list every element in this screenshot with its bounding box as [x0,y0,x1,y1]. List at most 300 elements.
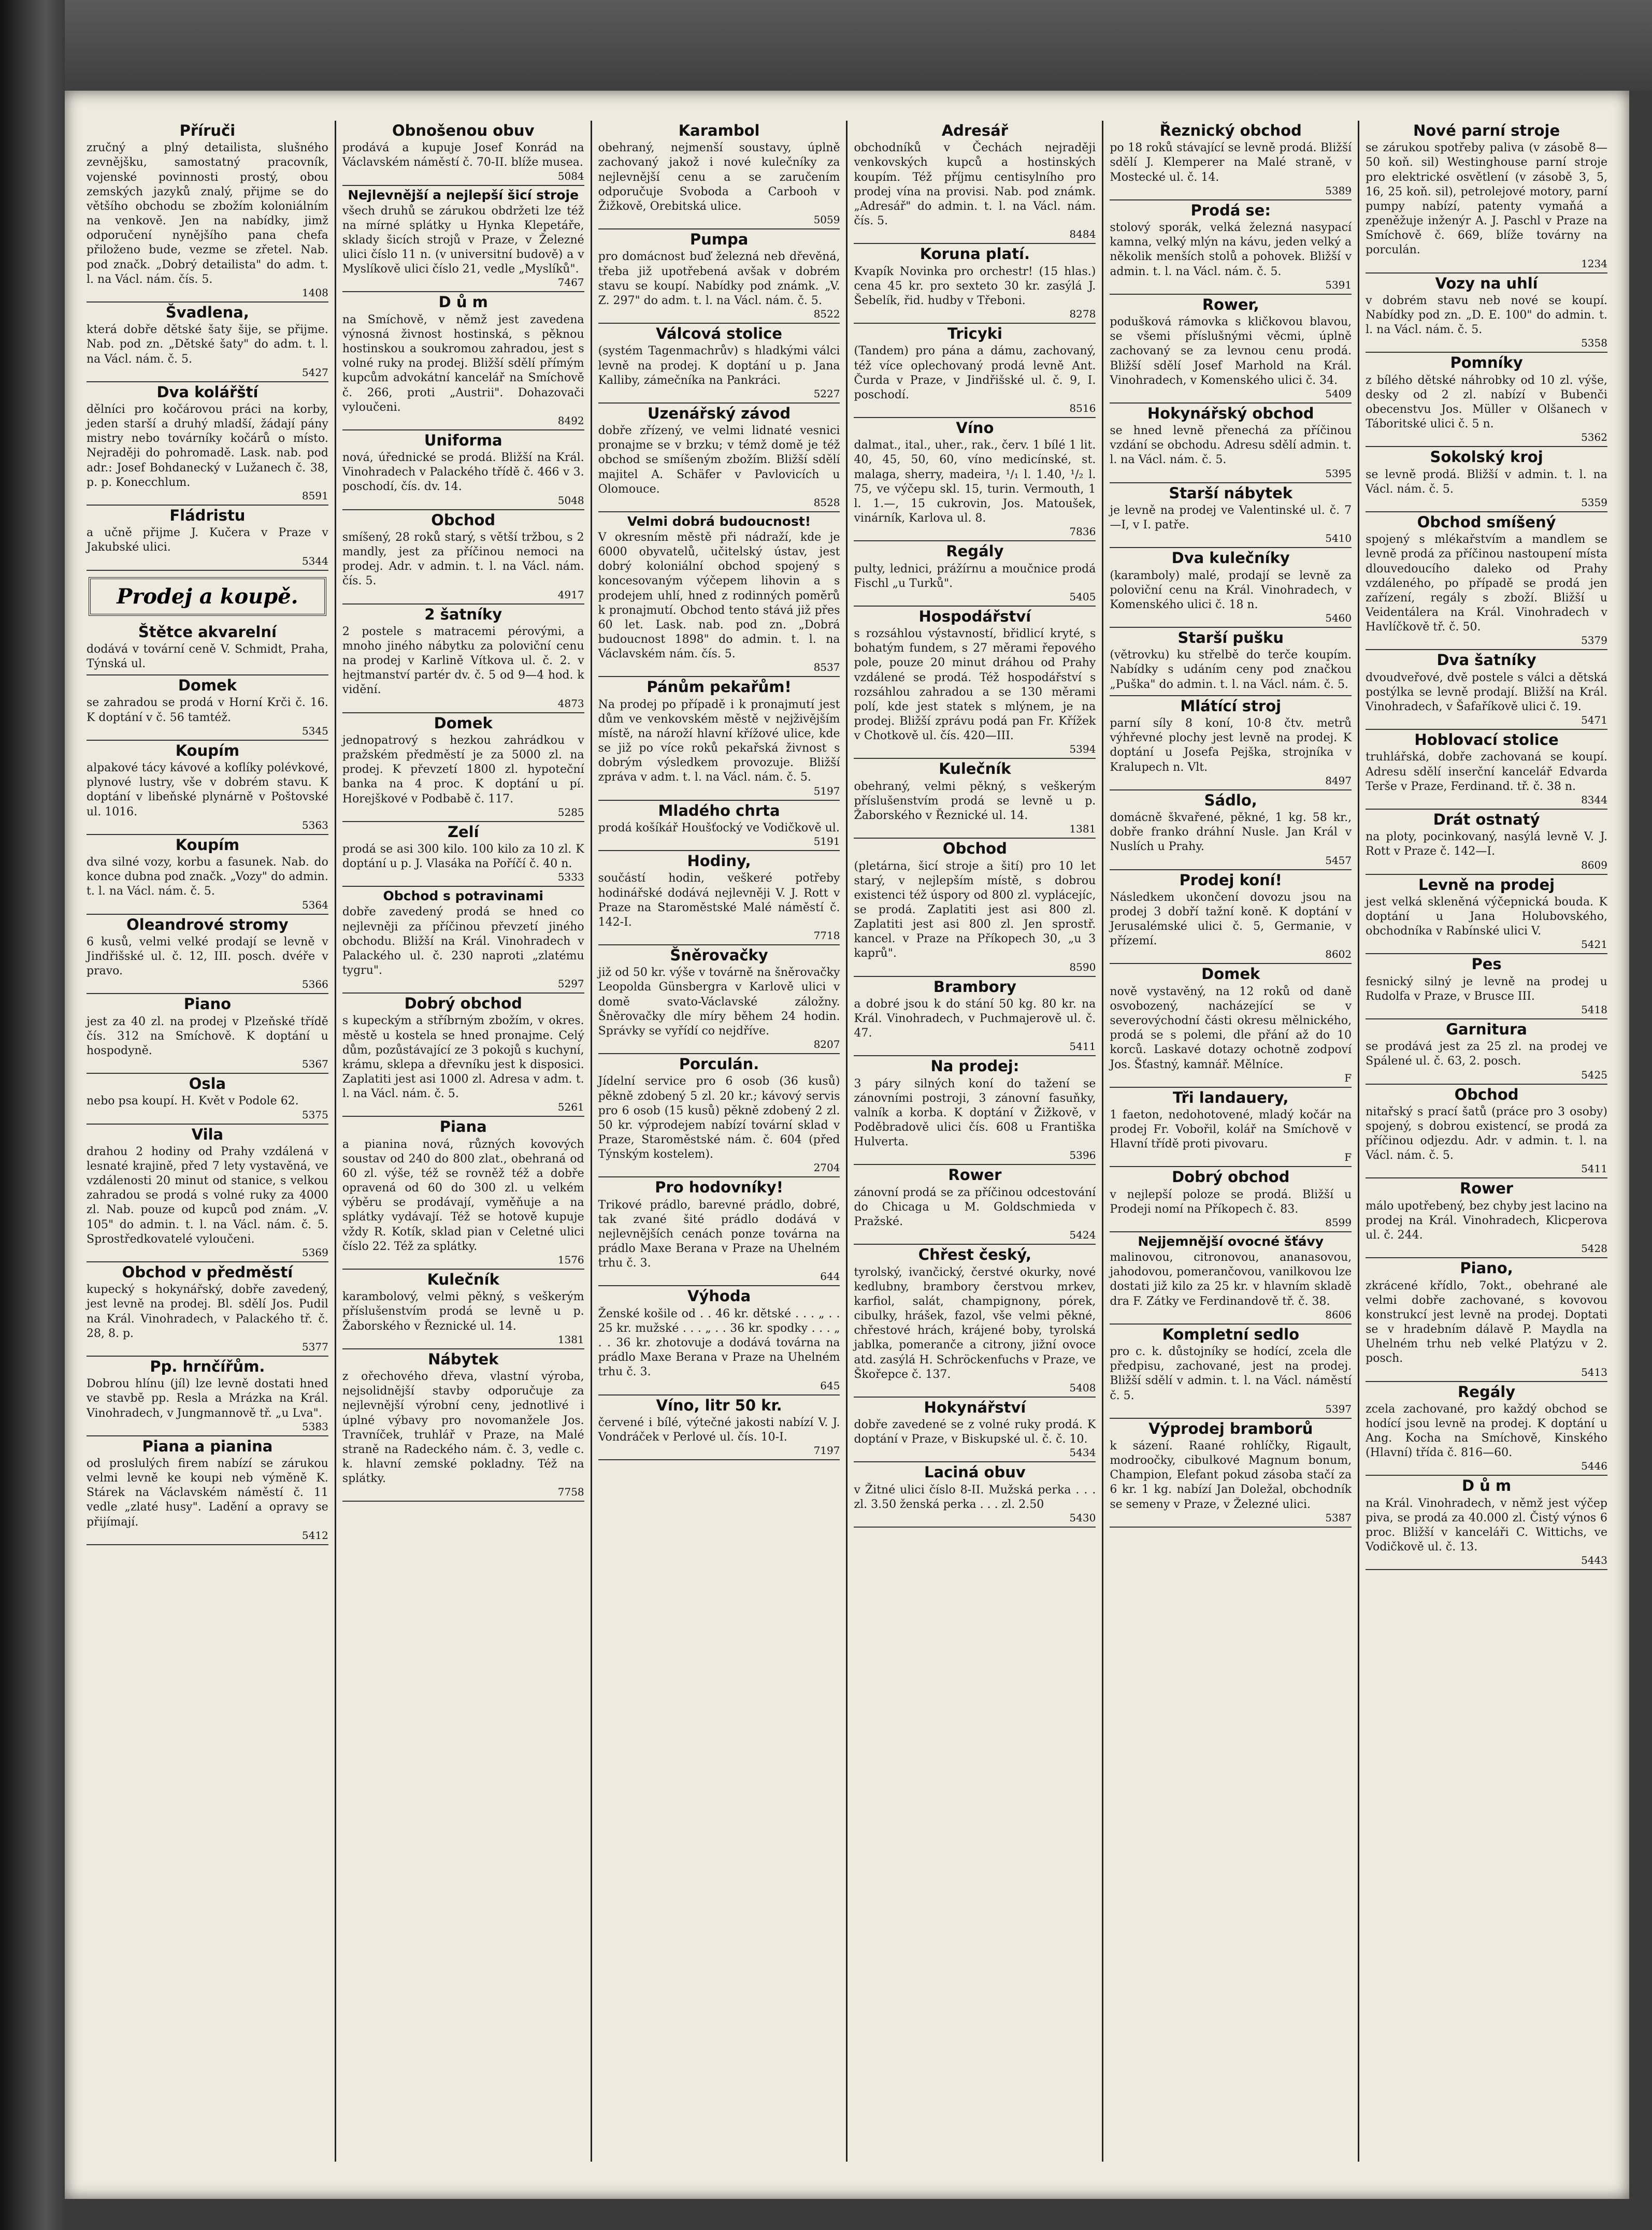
ad-heading: Štětce akvarelní [138,623,277,641]
ad-heading: Kompletní sedlo [1162,1325,1300,1343]
ad-number: 5427 [301,366,328,379]
ad-heading: Víno, litr 50 kr. [656,1396,782,1414]
ad-text: jednopatrový s hezkou zahrádkou v pražském předměstí je za 5000 zl. na prodej. K převzetí 1800 zl. hypoteční banka na 4 proc. K doptání u pí. Horejškové v Podbabě č. 117. [342,733,584,805]
classified-ad [342,994,584,1117]
ad-text: spojený s mlékařstvím a mandlem se levně prodá za příčinou nastoupení místa dlouvedoucího daleko od Prahy vzdáleného, po případě se prodá jen zařízení, regály s zboží. Bližší u Veidentálera na Král. Vinohradech v Havlíčkově tř. č. 50. [1366,533,1607,634]
ad-number: 5413 [1581,1365,1607,1378]
ad-text: po 18 roků stávající se levně prodá. Bližší sdělí J. Klemperer na Malé straně, v Mostecké ul. č. 14. [1110,141,1352,184]
ad-heading: Rower [1460,1179,1514,1198]
ad-number: 1381 [1069,823,1096,836]
ad-text: z bílého dětské náhrobky od 10 zl. výše, desky od 2 zl. nabízí v Bubenči obecenstvu Jos. Müller v Olšanech v Táboritské ulici č. 5 n. [1366,373,1607,431]
ad-heading: Obchod smíšený [1417,513,1556,531]
ad-number: 5261 [557,1101,584,1114]
ad-text: 2 postele s matracemi pérovými, a mnoho jiného nábytku za poloviční cenu na prodej v Karlině Vítkova ul. č. 2. v hejtmanství partér dv. č. 5 od 9—4 hod. k vidění. [342,625,584,697]
ad-heading: Osla [189,1075,226,1093]
ad-number: 645 [820,1379,840,1392]
ad-text: 1 faeton, nedohotovené, mladý kočár na prodej Fr. Vobořil, kolář na Smíchově v Hlavní třídě proti pivovaru. [1110,1109,1352,1151]
ad-number: 7836 [1069,525,1096,538]
ad-text: která dobře dětské šaty šije, se přijme. Nab. pod zn. „Dětské šaty" do adm. t. l. na Václ. nám. č. 5. [87,323,328,366]
ad-number: 5395 [1325,467,1352,480]
ad-text: nově vystavěný, na 12 roků od daně osvobozený, nacházející se v severovýchodní části okresu mělnického, prodá se s polemi, dle přání až do 10 korců. Laskavé dotazy ochotně zodpoví Jos. Šťastný, kamnář. Mělníce. [1110,985,1352,1071]
classified-ad [87,741,328,835]
ad-number: 8492 [557,414,584,427]
classified-ad [87,915,328,995]
classified-ad [598,677,840,800]
ad-number: 5377 [301,1340,328,1353]
ad-text: nová, úřednické se prodá. Bližší na Král. Vinohradech v Palackého třídě č. 466 v 3. poschodí, čís. dv. 14. [342,451,584,494]
ad-heading: Hokynářství [924,1398,1026,1416]
classified-ad [598,512,840,677]
ad-heading: Obchod [1454,1085,1519,1103]
column-2 [335,121,591,2162]
column-3 [591,121,846,2162]
ad-heading: Nábytek [428,1350,499,1368]
ad-text: od proslulých firem nabízí se zárukou velmi levně ke koupi neb výměně K. Stárek na Václavském náměstí č. 11 vedle „zlaté husy". Ladění a opravy se přijímají. [87,1457,328,1529]
classified-ad [1366,512,1607,650]
ad-number: 5424 [1069,1229,1096,1242]
ad-number: 5430 [1069,1512,1096,1524]
ad-text: Jídelní service pro 6 osob (36 kusů) pěkně zdobený 5 zl. 20 kr.; kávový servis pro 6 osob (15 kusů) pěkně zdobený 2 zl. 50 kr. výprodejem nabízí tovární sklad v Praze, Staroměstské nám. č. 604 (před Týnským kostelem). [598,1075,840,1161]
ad-heading: Hodiny, [687,852,751,870]
ad-heading: Drát ostnatý [1433,810,1540,828]
newspaper-page [65,91,1629,2199]
ad-heading: Domek [1201,965,1260,983]
classified-ad [1110,1232,1352,1325]
ad-text: prodá se asi 300 kilo. 100 kilo za 10 zl. K doptání u p. J. Vlasáka na Poříčí č. 40 n. [342,843,584,871]
ad-heading: Zelí [447,823,479,841]
classified-ad [1110,200,1352,295]
classified-ad [1366,810,1607,875]
ad-heading: Sádlo, [1204,791,1257,809]
classified-ad [598,1286,840,1395]
ad-number: 2704 [813,1161,840,1174]
classified-ad [854,418,1096,541]
ad-number: 8278 [1069,308,1096,321]
ad-text: již od 50 kr. výše v továrně na šněrovačky Leopolda Günsbergra v Karlově ulici v domě svato-Václavské záložny. Šněrovačky dle míry během 24 hodin. Správky se vyřídí co nejdříve. [598,966,840,1038]
ad-number: 5344 [301,554,328,567]
ad-number: 5428 [1581,1242,1607,1255]
ad-heading: Pumpa [689,231,749,249]
classified-ad [342,186,584,293]
ad-text: se hned levně přenechá za příčinou vzdání se obchodu. Adresu sdělí admin. t. l. na Václ. nám. č. 5. [1110,424,1352,467]
ad-text: v dobrém stavu neb nové se koupí. Nabídky pod zn. „D. E. 100" do admin. t. l. na Václ. nám. č. 5. [1366,294,1607,337]
ad-text: (Tandem) pro pána a dámu, zachovaný, též více oplechovaný prodá levně Ant. Čurda v Praze, v Jindřišské ul. č. 9, I. poschodí. [854,344,1096,401]
ad-text: k sázení. Raané rohlíčky, Rigault, modroočky, cibulkové Magnum bonum, Champion, Elefant pokud zásoba stačí za 6 kr. 1 kg. nabízí Jan Doležal, obchodník se semeny v Praze, v Železné ulici. [1110,1439,1352,1511]
ad-heading: Domek [178,677,237,695]
classified-ad [598,324,840,404]
classified-ad [598,851,840,945]
classified-ad [342,292,584,430]
ad-heading: Hospodářství [918,607,1031,625]
ad-text: všech druhů se zárukou obdržeti lze též na mírné splátky u Hynka Klepetáře, sklady šicích strojů v Praze, v Železné ulici číslo 11 n. (v universitní budově) a v Myslíkově ulici číslo 21, vedle „Myslíků". [342,204,584,276]
ad-number: 5359 [1581,496,1607,509]
ad-number: 8207 [813,1038,840,1051]
ad-heading: Piano, [1460,1259,1513,1277]
ad-number: 5363 [301,818,328,831]
ad-text: jest velká skleněná výčepnická bouda. K doptání u Jana Holubovského, obchodníka v Rabínské ulici V. [1366,895,1607,938]
ad-heading: Dobrý obchod [1172,1168,1290,1186]
ad-text: na Smíchově, v němž jest zavedena výnosná živnost hostinská, s pěknou hostinskou a soukromou zahradou, jest s volné ruky na prodej. Bližší sdělí přímým kupcům advokátní kancelář na Smíchově č. 266, proti „Austrii". Dohazovači vyloučeni. [342,313,584,414]
ad-number: 5367 [301,1058,328,1071]
ad-text: obehraný, velmi pěkný, s veškerým příslušenstvím prodá se levně u p. Žaborského v Řeznické ul. 14. [854,780,1096,823]
ad-text: tyrolský, ivančický, čerstvé okurky, nové kedlubny, brambory čerstvou mrkev, karfiol, salát, champignony, pórek, cibulky, hrášek, fazol, vše velmi pěkné, chřestové hrách, krájené boby, tyrolská jablka, pomeranče a citrony, jižní ovoce atd. zasýlá H. Schröckenfuchs v Praze, ve Škořepce č. 137. [854,1265,1096,1381]
column-6 [1358,121,1614,2162]
ad-text: zkrácené křídlo, 7okt., obehrané ale velmi dobře zachované, s kovovou konstrukcí jest levně na prodej. Doptati se v hradebním dálavě P. Maydla na Uhelném trhu neb velké Platýzu v 2. posch. [1366,1279,1607,1365]
ad-text: v Žitné ulici číslo 8-II. Mužská perka . . . zl. 3.50 ženská perka . . . zl. 2.50 [854,1483,1096,1511]
ad-text: a učně přijme J. Kučera v Praze v Jakubské ulici. [87,526,328,554]
ad-text: pro c. k. důstojníky se hodící, zcela dle předpisu, zachované, jest na prodej. Bližší sdělí v admin. t. l. na Václ. náměstí č. 5. [1110,1345,1352,1402]
ad-number: 5362 [1581,431,1607,444]
classified-ad [87,675,328,741]
classified-ad [1110,870,1352,965]
ad-text: pulty, lednici, prážírnu a moučnice prodá Fischl „u Turků". [854,562,1096,590]
ad-number: 7758 [557,1486,584,1499]
classified-ad [87,506,328,571]
ad-number: 8591 [301,489,328,502]
classified-ad [342,822,584,887]
ad-heading: Rower [948,1166,1002,1184]
ad-text: Ženské košile od . . 46 kr. dětské . . . „ . . 25 kr. mužské . . . „ . . 36 kr. spodky . . . „ . . 36 kr. zhotovuje a dodává továrna na prádlo Maxe Berana v Praze na Uhelném trhu č. 3. [598,1307,840,1379]
ad-number: 8609 [1581,858,1607,871]
ad-heading: Tři landauery, [1172,1088,1289,1106]
ad-heading: Piano [183,995,232,1013]
classified-ad [598,1177,840,1286]
classified-ad [1110,1167,1352,1232]
classified-ad [342,713,584,822]
ad-text: Dobrou hlínu (jíl) lze levně dostati hned ve stavbě pp. Resla a Mrázka na Král. Vinohradech, v Jungmannově tř. „u Lva". [87,1377,328,1420]
ad-text: podušková rámovka s kličkovou blavou, se všemi příslušnými věcmi, úplně zachovaný se za levnou cenu prodá. Bližší sdělí Josef Marhold na Král. Vinohradech, v Komenského ulici č. 34. [1110,315,1352,387]
ad-heading: Víno [956,419,994,437]
ad-text: V okresním městě při nádraží, kde je 6000 obyvatelů, učitelský ústav, jest dobrý koloniální obchod spojený s koncesovaným výčepem lihovin a s prodejem uhlí, hned z rodinných poměrů k pronajmutí. Obchod tento stává již přes 60 let. Lask. nab. pod zn. „Dobrá budoucnost 1898" do admin. t. l. na Václavském nám. čís. 5. [598,530,840,661]
ad-text: kupecký s hokynářský, dobře zavedený, jest levně na prodej. Bl. sdělí Jos. Pudil na Král. Vinohradech, v Palackého tř. č. 28, 8. p. [87,1283,328,1340]
classified-ad [854,121,1096,244]
ad-text: Následkem ukončení dovozu jsou na prodej 3 dobří tažní koně. K doptání v Jerusalémské ulici č. 5, Germanie, v přízemí. [1110,890,1352,948]
ad-heading: Fládristu [169,506,246,524]
classified-ad [1110,1088,1352,1168]
ad-number: 5191 [813,835,840,848]
ad-heading: Adresář [941,122,1009,139]
classified-ad [342,430,584,510]
classified-ad [1110,696,1352,790]
classified-ad [342,1270,584,1349]
ad-heading: Řeznický obchod [1159,122,1302,139]
ad-heading: Pánům pekařům! [647,678,792,696]
ad-number: 8606 [1325,1308,1352,1321]
ad-number: 5059 [813,213,840,226]
ad-number: 8528 [813,496,840,509]
classified-ad [342,605,584,713]
classified-columns [80,121,1614,2162]
ad-text: Kvapík Novinka pro orchestr! (15 hlas.) cena 45 kr. pro sexteto 30 kr. zasýlá J. Šebelík, řid. hudby v Třeboni. [854,265,1096,307]
ad-heading: Pes [1471,955,1502,973]
ad-text: fesnický silný je levně na prodej u Rudolfa v Praze, v Brusce III. [1366,975,1607,1003]
ad-heading: Garnitura [1446,1020,1527,1038]
classified-ad [1366,1019,1607,1085]
ad-number: 5345 [301,724,328,737]
ad-text: v nejlepší poloze se prodá. Bližší u Prodeji nomí na Příkopech č. 83. [1110,1188,1352,1216]
ad-text: pro domácnost buď železná neb dřevěná, třeba již upotřebená avšak v dobrém stavu se koupí. Nabídky pod známk. „V. Z. 297" do adm. t. l. na Václ. nám. č. 5. [598,250,840,307]
ad-number: 1576 [557,1253,584,1266]
ad-number: 5421 [1581,938,1607,951]
ad-number: 1381 [557,1333,584,1346]
ad-text: prodává a kupuje Josef Konrád na Václavském náměstí č. 70-II. blíže musea. [342,141,584,169]
classified-ad [854,1056,1096,1165]
ad-heading: Prodej koní! [1179,871,1282,889]
classified-ad [1366,1382,1607,1476]
ad-heading: Hoblovací stolice [1414,731,1559,749]
ad-heading: Kulečník [939,760,1011,778]
ad-heading: Regály [946,542,1004,560]
ad-heading: Výhoda [687,1287,751,1305]
ad-heading: Mlátící stroj [1180,697,1282,715]
ad-heading: Pro hodovníky! [655,1178,783,1197]
ad-heading: Dva kolářští [156,383,258,401]
ad-number: 5048 [557,494,584,507]
ad-text: Na prodej po případě i k pronajmutí jest dům ve venkovském městě v nejživějším místě, na nároží hlavní křížové ulice, kde se již po více roků pekařská živnost s dobrým výsledkem provozuje. Bližší zpráva v adm. t. l. na Václ. nám. č. 5. [598,698,840,784]
ad-text: prodá košíkář Houšťocký ve Vodičkově ul. [598,821,840,835]
classified-ad [854,1462,1096,1528]
ad-text: dvoudveřové, dvě postele s válci a dětská postýlka se levně prodají. Bližší na Král. Vinohradech, v Šafaříkově ulici č. 19. [1366,671,1607,713]
classified-ad [854,541,1096,607]
ad-text: dělníci pro kočárovou práci na korby, jeden starší a druhý mladší, žádají pány mistry nebo továrníky kočárů o místo. Nejraději do pohromadě. Lask. nab. pod adr.: Josef Bohdanecký v Lužanech č. 38, p. p. Konecchlum. [87,402,328,489]
ad-number: 4917 [557,588,584,601]
classified-ad [342,510,584,605]
ad-number: 5285 [557,805,584,818]
ad-heading: Vozy na uhlí [1435,274,1538,292]
ad-text: (systém Tagenmachrův) s hladkými válci levně na prodej. K doptání u p. Jana Kalliby, zámečníka na Pankráci. [598,344,840,387]
ad-text: s kupeckým a stříbrným zbožím, v okres. městě u kostela se hned pronajme. Celý dům, pozůstávající ze 3 pokojů s kuchyní, krámu, sklepa a dřevníku jest k disposici. Zaplatiti jest asi 1000 zl. Adresa v adm. t. l. na Václ. nám. č. 5. [342,1014,584,1101]
ad-heading: Švadlena, [165,303,249,321]
classified-ad [854,607,1096,759]
ad-number: 644 [820,1270,840,1283]
classified-ad [598,229,840,324]
ad-number: 8497 [1325,774,1352,787]
ad-text: alpakové tácy kávové a koflíky polévkové, plynové lustry, vše v dobrém stavu. K doptání v libeňské plynárně v Poštovské ul. 1016. [87,761,328,818]
ad-number: 5471 [1581,714,1607,727]
ad-text: dobře zavedený prodá se hned co nejlevněji za příčinou převzetí jiného obchodu. Bližší na Král. Vinohradech v Palackého ul. č. 230 naproti „zlatému tygru". [342,905,584,977]
classified-ad [854,977,1096,1057]
ad-heading: Nejjemnější ovocné šťávy [1138,1234,1324,1249]
column-4 [846,121,1102,2162]
ad-text: (pletárna, šicí stroje a šití) pro 10 let starý, v nejlepším místě, s dobrou existenci též úspory od 800 zl. vyplácejíc, se prodá. Zaplatiti jest asi 800 zl. Zaplatiti jest asi 800 zl. Jen sprostř. kancel. v Praze na Příkopech 30, „u 3 kaprů". [854,859,1096,960]
ad-text: dodává v tovární ceně V. Schmidt, Praha, Týnská ul. [87,642,328,670]
ad-number: 5084 [557,169,584,182]
ad-number: 5366 [301,978,328,991]
ad-number: 5396 [1069,1149,1096,1162]
ad-heading: Šněrovačky [670,946,768,964]
classified-ad [1110,121,1352,200]
ad-text: obehraný, nejmenší soustavy, úplně zachovaný jakož i nové kulečníky za nejlevnější cenu a se zaručením odporučuje Svoboda a Carbooh v Žižkově, Orebitská ulice. [598,141,840,213]
classified-ad [87,1074,328,1124]
ad-number: 5410 [1325,532,1352,545]
ad-heading: D ů m [1461,1477,1512,1495]
ad-number: 8590 [1069,960,1096,973]
column-1 [80,121,335,2162]
classified-ad [87,994,328,1074]
ad-text: smíšený, 28 roků starý, s větší tržbou, s 2 mandly, jest za příčinou nemoci na prodej. Adr. v admin. t. l. na Václ. nám. čís. 5. [342,530,584,588]
ad-number: 8599 [1325,1216,1352,1229]
ad-number: 5389 [1325,184,1352,197]
column-5 [1102,121,1358,2162]
ad-number: 5369 [301,1246,328,1259]
classified-ad [1366,650,1607,730]
ad-text: zručný a plný detailista, slušného zevnějšku, samostatný pracovník, vojenské povinnosti prostý, obou zemských jazyků znalý, přijme se do většího obchodu se zbožím koloniálním na venkově. Jen na nabídky, jimž odporučení nynějšího pana chefa přiloženo bude, vezme se zřetel. Nab. pod značk. „Dobrý detailista" do adm. t. l. na Václ. nám. čís. 5. [87,141,328,286]
ad-number: 5379 [1581,634,1607,647]
ad-text: a pianina nová, různých kovových soustav od 240 do 800 zlat., obehraná od 60 zl. výše, též se rovněž též a dobře opravená od 60 do 300 zl. u velkém výběru se prodávají, vyměňuje a na splátky vydávají. Též se hotově kupuje vždy R. Kotík, sklad pian v Celetné ulici číslo 22. Též za splátky. [342,1138,584,1253]
ad-number: 5364 [301,898,328,911]
ad-text: (karamboly) malé, prodají se levně za poloviční cenu na Král. Vinohradech, v Komenského ulici č. 18 n. [1110,569,1352,611]
ad-text: 6 kusů, velmi velké prodají se levně v Jindřišské ul. č. 12, III. posch. dvéře v pravo. [87,935,328,978]
ad-text: a dobré jsou k do stání 50 kg. 80 kr. na Král. Vinohradech, v Puchmajerově ul. č. 47. [854,997,1096,1040]
ad-heading: Oleandrové stromy [126,915,289,933]
ad-text: málo upotřebený, bez chyby jest lacino na prodej na Král. Vinohradech, Klicperova ul. č. 244. [1366,1199,1607,1242]
classified-ad [1110,295,1352,404]
ad-text: dobře zřízený, ve velmi lidnaté vesnici pronajme se v brzku; v témž domě je též obchod se smíšeným zbožím. Bližší sdělí majitel A. Schäfer v Pavlovicích u Olomouce. [598,424,840,496]
classified-ad [854,839,1096,976]
classified-ad [87,303,328,382]
ad-text: součástí hodin, veškeré potřeby hodinářské dodává nejlevněji V. J. Rott v Praze na Staroměstské Malé náměstí č. 142-I. [598,872,840,929]
ad-number: 5425 [1581,1068,1607,1081]
ad-heading: Koruna platí. [920,245,1030,263]
ad-heading: Velmi dobrá budoucnost! [627,513,811,529]
classified-ad [598,404,840,512]
ad-heading: Nejlevnější a nejlepší šicí stroje [348,187,579,203]
ad-heading: Kulečník [427,1270,499,1288]
classified-ad [1366,353,1607,447]
ad-number: F [1344,1151,1352,1164]
ad-number: 5411 [1581,1162,1607,1175]
ad-heading: Prodá se: [1190,201,1271,219]
ad-number: 7718 [813,929,840,942]
ad-text: na Král. Vinohradech, v němž jest výčep piva, se prodá za 40.000 zl. Čistý výnos 6 proc. Bližší v kanceláři C. Wittichs, ve Vodičkově ul. č. 13. [1366,1497,1607,1554]
ad-number: 5387 [1325,1511,1352,1524]
ad-text: je levně na prodej ve Valentinské ul. č. 7—I, v I. patře. [1110,503,1352,532]
ad-text: dalmat., ital., uher., rak., červ. 1 bílé 1 lit. 40, 45, 50, 60, víno medicínské, st. malaga, sherry, madeira, ¹/₁ l. 1.40, ¹/₂ l. 75, ve výčepu skl. 15, turin. Vermouth, 1 l. 1.—, 15 cukrovin, Jos. Matoušek, vinárník, Karlova ul. 8. [854,439,1096,525]
ad-number: 5460 [1325,612,1352,624]
classified-ad [1110,404,1352,483]
ad-heading: Uzenářský závod [647,404,791,422]
ad-number: 8516 [1069,401,1096,414]
scan-top-border [0,0,1652,91]
ad-number: 5409 [1325,387,1352,400]
ad-text: dva silné vozy, korbu a fasunek. Nab. do konce dubna pod značk. „Vozy" do admin. t. l. na Václ. nám. č. 5. [87,856,328,898]
classified-ad [87,382,328,506]
ad-heading: Tricyki [947,325,1002,343]
ad-heading: Pomníky [1450,354,1523,372]
ad-number: 8522 [813,308,840,321]
ad-number: 5457 [1325,854,1352,867]
ad-text: obchodníků v Čechách nejraději venkovských kupců a hostinských koupím. Též příjmu centisylního pro prodej vína na provisi. Nab. pod známk. „Adresář" do admin. t. l. na Václ. nám. čís. 5. [854,141,1096,228]
ad-text: jest za 40 zl. na prodej v Plzeňské třídě čís. 312 na Smíchově. K doptání u hospodyně. [87,1015,328,1057]
ad-heading: Obnošenou obuv [392,122,535,139]
ad-number: 8537 [813,661,840,674]
ad-number: 5434 [1069,1446,1096,1459]
classified-ad [598,1395,840,1461]
ad-text: se levně prodá. Bližší v admin. t. l. na Václ. nám. č. 5. [1366,468,1607,496]
ad-number: 5418 [1581,1003,1607,1016]
classified-ad [1366,1178,1607,1258]
classified-ad [1110,964,1352,1087]
classified-ad [1110,548,1352,628]
ad-text: na ploty, pocinkovaný, nasýlá levně V. J. Rott v Praze č. 142—I. [1366,830,1607,858]
ad-heading: Výprodej bramborů [1148,1419,1313,1437]
classified-ad [1366,1085,1607,1179]
ad-number: F [1344,1071,1352,1084]
ad-number: 5446 [1581,1460,1607,1473]
classified-ad [87,1262,328,1357]
ad-number: 8344 [1581,793,1607,806]
classified-ad [1366,954,1607,1019]
ad-heading: Obchod [431,511,496,529]
ad-text: stolový sporák, velká železná nasypací kamna, velký mlýn na kávu, jeden velký a několik menších stolů a pohovek. Bližší v admin. t. l. na Václ. nám. č. 5. [1110,221,1352,278]
classified-ad [854,324,1096,418]
ad-number: 5333 [557,871,584,884]
ad-number: 5375 [301,1108,328,1121]
ad-heading: Hokynářský obchod [1147,404,1314,422]
ad-heading: Piana a pianina [142,1437,273,1455]
ad-heading: Regály [1457,1383,1516,1401]
classified-ad [342,1349,584,1502]
ad-number: 5227 [813,387,840,400]
classified-ad [1110,1419,1352,1528]
ad-heading: Uniforma [424,431,502,449]
classified-ad [854,244,1096,324]
ad-text: zánovní prodá se za příčinou odcestování do Chicaga u M. Goldschmieda v Pražské. [854,1186,1096,1229]
ad-number: 7467 [557,276,584,289]
classified-ad [87,622,328,676]
classified-ad [598,945,840,1054]
ad-number: 5412 [301,1529,328,1542]
classified-ad [598,121,840,229]
ad-text: nebo psa koupí. H. Květ v Podole 62. [87,1095,299,1108]
classified-ad [1366,1476,1607,1570]
classified-ad [1366,274,1607,353]
ad-text: s rozsáhlou výstavností, břidlicí kryté, s bohatým fundem, s 27 měrami řepového pole, pouze 20 minut dráhou od Prahy vzdálené se prodá. Též hospodářství s rozsáhlou zahradou a se 130 měrami polí, kde jest statek s mlýnem, je na prodej. Bližší zprávu podá pan Fr. Křížek v Chotkově ul. čís. 420—III. [854,627,1096,743]
ad-text: se zahradou se prodá v Horní Krči č. 16. K doptání v č. 56 tamtéž. [87,696,328,724]
classified-ad [87,121,328,303]
ad-heading: Rower, [1202,295,1259,313]
ad-text: se zárukou spotřeby paliva (v zásobě 8—50 koň. sil) Westinghouse parní stroje pro elektrické osvětlení (v zásobě 3, 5, 16, 25 koň. sil), petrolejové motory, parní pumpy nabízí, patenty vymaňá a zpeněžuje inženýr A. J. Paschl v Praze na Smíchově č. 669, blíže továrny na porculán. [1366,141,1607,257]
ad-number: 5408 [1069,1381,1096,1394]
ad-heading: Piana [439,1118,487,1136]
ad-heading: 2 šatníky [424,605,502,623]
ad-heading: Koupím [175,741,240,759]
ad-text: 3 páry silných koní do tažení se zánovními postroji, 3 zánovní fasuňky, valník a korba. K doptání v Žižkově, v Poděbradově ulici čís. 608 u Františka Hulverta. [854,1077,1096,1149]
ad-number: 5443 [1581,1554,1607,1567]
ad-heading: Chřest český, [918,1246,1031,1264]
ad-text: (větrovku) ku střelbě do terče koupím. Nabídky s udáním ceny pod značkou „Puška" do admin. t. l. na Václ. nám. č. 5. [1110,649,1352,691]
classified-ad [87,1436,328,1545]
classified-ad [342,121,584,186]
ad-number: 1234 [1581,257,1607,270]
ad-text: Trikové prádlo, barevné prádlo, dobré, tak zvané šité prádlo dodává v nejlevnějších cenách ponze továrna na prádlo Maxe Berana v Praze na Uhelném trhu č. 3. [598,1198,840,1270]
classified-ad [854,759,1096,839]
ad-number: 5405 [1069,590,1096,603]
ad-number: 5297 [557,977,584,990]
ad-heading: Domek [434,714,493,732]
classified-ad [598,1054,840,1177]
ad-heading: Nové parní stroje [1413,122,1560,139]
classified-ad [1366,121,1607,274]
ad-text: karambolový, velmi pěkný, s veškerým příslušenstvím prodá se levně u p. Žaborského v Řeznické ul. 14. [342,1290,584,1333]
ad-heading: Obchod s potravinami [383,888,543,904]
ad-heading: Příruči [179,122,236,139]
ad-heading: Karambol [678,122,760,139]
section-sign: Prodej a koupě. [89,577,326,616]
classified-ad [1366,875,1607,955]
ad-heading: D ů m [438,293,488,311]
ad-heading: Obchod [942,840,1007,858]
